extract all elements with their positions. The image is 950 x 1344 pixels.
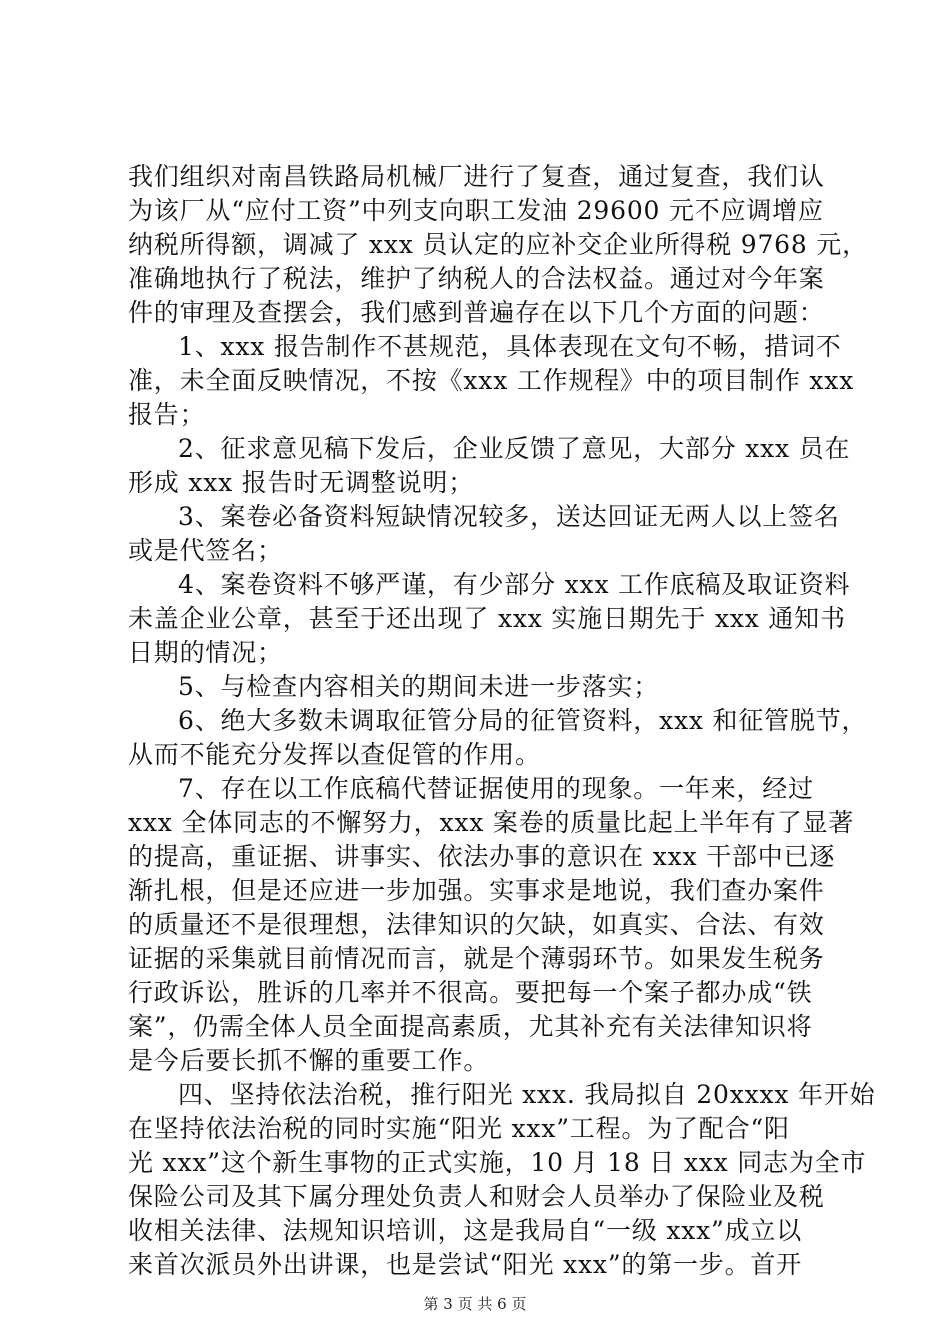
text-line: 是今后要长抓不懈的重要工作。 bbox=[128, 1046, 490, 1075]
text-line: 日期的情况； bbox=[128, 638, 283, 667]
text-line: 形成 xxx 报告时无调整说明； bbox=[128, 468, 474, 497]
text-line: 来首次派员外出讲课，也是尝试“阳光 xxx”的第一步。首开 bbox=[128, 1250, 803, 1279]
text-line: 我们组织对南昌铁路局机械厂进行了复查，通过复查，我们认 bbox=[128, 162, 825, 191]
text-line: 件的审理及查摆会，我们感到普遍存在以下几个方面的问题： bbox=[128, 298, 825, 327]
text-line: 或是代签名； bbox=[128, 536, 283, 565]
text-line: 未盖企业公章，甚至于还出现了 xxx 实施日期先于 xxx 通知书 bbox=[128, 604, 846, 633]
text-line: 准，未全面反映情况，不按《xxx 工作规程》中的项目制作 xxx bbox=[128, 366, 855, 395]
text-line: 的质量还不是很理想，法律知识的欠缺，如真实、合法、有效 bbox=[128, 910, 825, 939]
text-line: 四、坚持依法治税，推行阳光 xxx. 我局拟自 20xxxx 年开始 bbox=[178, 1080, 876, 1109]
text-line: 保险公司及其下属分理处负责人和财会人员举办了保险业及税 bbox=[128, 1182, 825, 1211]
text-line: 在坚持依法治税的同时实施“阳光 xxx”工程。为了配合“阳 bbox=[128, 1114, 790, 1143]
text-line: 报告； bbox=[128, 400, 206, 429]
text-line: 4、案卷资料不够严谨，有少部分 xxx 工作底稿及取证资料 bbox=[178, 570, 851, 599]
text-line: 渐扎根，但是还应进一步加强。实事求是地说，我们查办案件 bbox=[128, 876, 825, 905]
text-line: 准确地执行了税法，维护了纳税人的合法权益。通过对今年案 bbox=[128, 264, 825, 293]
text-line: 证据的采集就目前情况而言，就是个薄弱环节。如果发生税务 bbox=[128, 944, 825, 973]
text-line: 2、征求意见稿下发后，企业反馈了意见，大部分 xxx 员在 bbox=[178, 434, 851, 463]
text-line: 纳税所得额，调减了 xxx 员认定的应补交企业所得税 9768 元， bbox=[128, 230, 868, 259]
text-line: 行政诉讼，胜诉的几率并不很高。要把每一个案子都办成“铁 bbox=[128, 978, 813, 1007]
text-line: 收相关法律、法规知识培训，这是我局自“一级 xxx”成立以 bbox=[128, 1216, 803, 1245]
text-line: 6、绝大多数未调取征管分局的征管资料，xxx 和征管脱节， bbox=[178, 706, 868, 735]
text-line: 的提高，重证据、讲事实、依法办事的意识在 xxx 干部中已逐 bbox=[128, 842, 836, 871]
text-line: 5、与检查内容相关的期间未进一步落实； bbox=[178, 672, 660, 701]
text-line: 为该厂从“应付工资”中列支向职工发油 29600 元不应调增应 bbox=[128, 196, 824, 225]
text-line: 7、存在以工作底稿代替证据使用的现象。一年来，经过 bbox=[178, 774, 814, 803]
text-line: 3、案卷必备资料短缺情况较多，送达回证无两人以上签名 bbox=[178, 502, 840, 531]
text-line: 1、xxx 报告制作不甚规范，具体表现在文句不畅，措词不 bbox=[178, 332, 842, 361]
text-line: xxx 全体同志的不懈努力，xxx 案卷的质量比起上半年有了显著 bbox=[128, 808, 855, 837]
text-line: 案”，仍需全体人员全面提高素质，尤其补充有关法律知识将 bbox=[128, 1012, 813, 1041]
text-line: 从而不能充分发挥以查促管的作用。 bbox=[128, 740, 541, 769]
text-line: 光 xxx”这个新生事物的正式实施，10 月 18 日 xxx 同志为全市 bbox=[128, 1148, 867, 1177]
page-number-footer: 第 3 页 共 6 页 bbox=[423, 1295, 527, 1313]
